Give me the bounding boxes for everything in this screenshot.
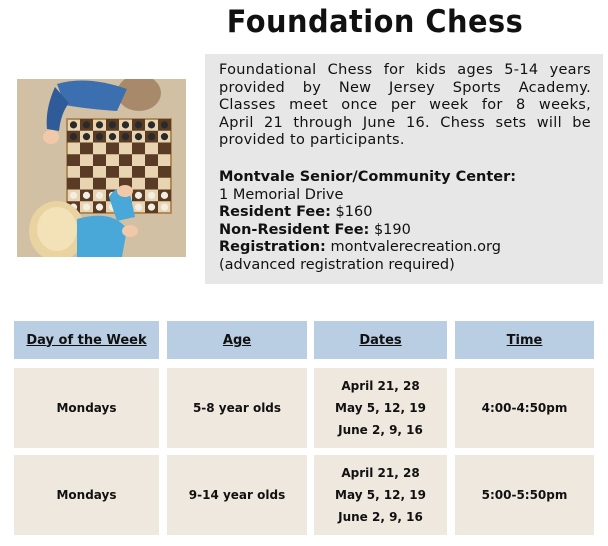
description-line: April 21 through June 16. Chess sets will be (219, 114, 591, 131)
registration-label: Registration: (219, 239, 326, 255)
chess-photo-illustration (17, 79, 186, 257)
board-square (158, 143, 171, 155)
description-line: Classes meet once per week for 8 weeks, (219, 97, 591, 113)
description (219, 62, 591, 150)
chess-piece (161, 133, 168, 140)
header-age: Age (167, 321, 307, 359)
venue-details (219, 169, 591, 274)
table-cell-dates (314, 368, 447, 448)
board-square (67, 178, 80, 190)
table-cell-time: 5:00-5:50pm (455, 455, 594, 535)
info-box (205, 54, 603, 284)
table-cell-age: 5-8 year olds (167, 368, 307, 448)
chess-piece (83, 204, 90, 211)
table-cell-dates (314, 455, 447, 535)
date-line: April 21, 28 (341, 466, 420, 480)
board-square (106, 143, 119, 155)
description-line: Foundational Chess for kids ages 5-14 years (219, 62, 591, 78)
chess-piece (148, 204, 155, 211)
date-line: June 2, 9, 16 (338, 423, 423, 437)
date-line: April 21, 28 (341, 379, 420, 393)
chess-piece (122, 121, 129, 128)
venue-address: 1 Memorial Drive (219, 186, 344, 203)
chess-piece (70, 121, 77, 128)
chess-piece (135, 133, 142, 140)
board-square (67, 154, 80, 166)
resident-fee-value: $160 (335, 204, 373, 220)
venue-name: Montvale Senior/Community Center: (219, 169, 517, 185)
registration-note: (advanced registration required) (219, 256, 455, 273)
chess-piece (135, 204, 142, 211)
chess-piece (161, 192, 168, 199)
board-square (119, 154, 132, 166)
chess-photo (17, 79, 186, 257)
chess-piece (83, 192, 90, 199)
chess-piece (96, 121, 103, 128)
board-square (132, 166, 145, 178)
chess-piece (161, 204, 168, 211)
chess-piece (109, 121, 116, 128)
board-square (158, 166, 171, 178)
board-square (106, 166, 119, 178)
nonresident-fee-label: Non-Resident Fee: (219, 221, 370, 238)
chess-piece (135, 192, 142, 199)
table-cell-day: Mondays (14, 368, 159, 448)
chess-piece (148, 192, 155, 199)
header-time: Time (455, 321, 594, 359)
table-cell-day: Mondays (14, 455, 159, 535)
board-square (145, 154, 158, 166)
chess-piece (83, 133, 90, 140)
table-cell-time: 4:00-4:50pm (455, 368, 594, 448)
chess-piece (109, 133, 116, 140)
chess-piece (70, 192, 77, 199)
board-square (132, 143, 145, 155)
board-square (80, 143, 93, 155)
date-line: May 5, 12, 19 (335, 401, 426, 415)
date-line: May 5, 12, 19 (335, 488, 426, 502)
chess-piece (148, 121, 155, 128)
chess-piece (96, 204, 103, 211)
board-square (93, 178, 106, 190)
date-line: June 2, 9, 16 (338, 510, 423, 524)
chess-piece (83, 121, 90, 128)
chess-piece (135, 121, 142, 128)
description-line: provided by New Jersey Sports Academy. (219, 79, 591, 96)
chess-piece (96, 192, 103, 199)
page-title: Foundation Chess (226, 4, 524, 40)
board-square (80, 166, 93, 178)
header-dates: Dates (314, 321, 447, 359)
chess-piece (96, 133, 103, 140)
chess-piece (70, 133, 77, 140)
chess-piece (148, 133, 155, 140)
chess-piece (122, 133, 129, 140)
registration-link[interactable]: montvalerecreation.org (330, 239, 501, 255)
board-square (145, 178, 158, 190)
table-cell-age: 9-14 year olds (167, 455, 307, 535)
nonresident-fee-value: $190 (373, 221, 411, 238)
resident-fee-label: Resident Fee: (219, 204, 331, 220)
description-line: provided to participants. (219, 132, 405, 148)
header-day: Day of the Week (14, 321, 159, 359)
board-square (93, 154, 106, 166)
chess-piece (161, 121, 168, 128)
